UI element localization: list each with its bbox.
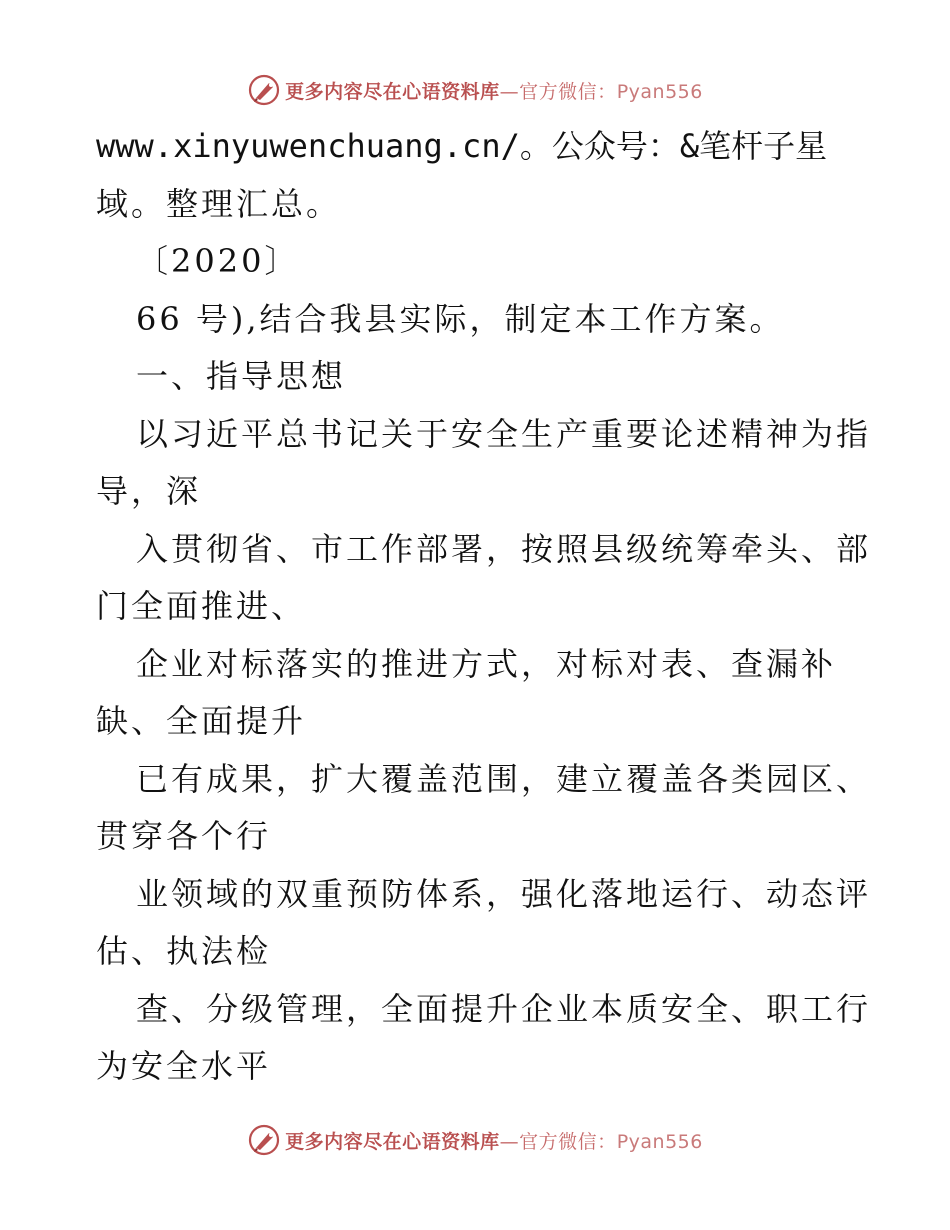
footer-banner-text [285, 1127, 703, 1154]
banner-separator: — [499, 80, 520, 103]
doc-line-16: 查、分级管理，全面提升企业本质安全、职工行 [136, 989, 872, 1028]
wechat-id: Pyan556 [616, 1130, 703, 1153]
doc-line-11: 缺、全面提升 [96, 702, 307, 740]
doc-line-10: 企业对标落实的推进方式，对标对表、查漏补 [136, 644, 837, 683]
doc-line-2: 域。整理汇总。 [96, 184, 342, 223]
footer-banner-content [247, 1123, 703, 1157]
banner-separator: — [499, 1130, 520, 1153]
doc-line-9: 门全面推进、 [96, 587, 307, 625]
section-heading: 一、指导思想 [136, 357, 347, 395]
brand-text: 更多内容尽在心语资料库 [285, 80, 500, 103]
wechat-label: 官方微信： [519, 80, 617, 103]
doc-line-8: 入贯彻省、市工作部署，按照县级统筹牵头、部 [136, 529, 872, 568]
doc-line-17: 为安全水平 [96, 1047, 272, 1085]
footer-watermark-banner [0, 1120, 950, 1160]
wechat-label: 官方微信： [519, 1130, 617, 1153]
doc-line-3: 〔2020〕 [136, 242, 300, 280]
document-body [96, 118, 886, 1096]
doc-line-4: 66 号),结合我县实际，制定本工作方案。 [136, 299, 785, 338]
header-banner-content [247, 73, 703, 107]
brand-text: 更多内容尽在心语资料库 [285, 1130, 500, 1153]
header-watermark-banner [0, 70, 950, 110]
doc-line-12: 已有成果，扩大覆盖范围，建立覆盖各类园区、 [136, 759, 872, 798]
doc-line-14: 业领域的双重预防体系，强化落地运行、动态评 [136, 874, 872, 913]
doc-line-6: 以习近平总书记关于安全生产重要论述精神为指 [136, 414, 872, 453]
doc-line-15: 估、执法检 [96, 932, 272, 970]
wechat-id: Pyan556 [616, 80, 703, 103]
doc-line-7: 导，深 [96, 472, 202, 510]
pen-nib-logo-icon [247, 1123, 281, 1157]
doc-line-1: www.xinyuwenchuang.cn/。公众号：&笔杆子星 [96, 127, 828, 165]
header-banner-text [285, 77, 703, 104]
pen-nib-logo-icon [247, 73, 281, 107]
doc-line-13: 贯穿各个行 [96, 817, 272, 855]
